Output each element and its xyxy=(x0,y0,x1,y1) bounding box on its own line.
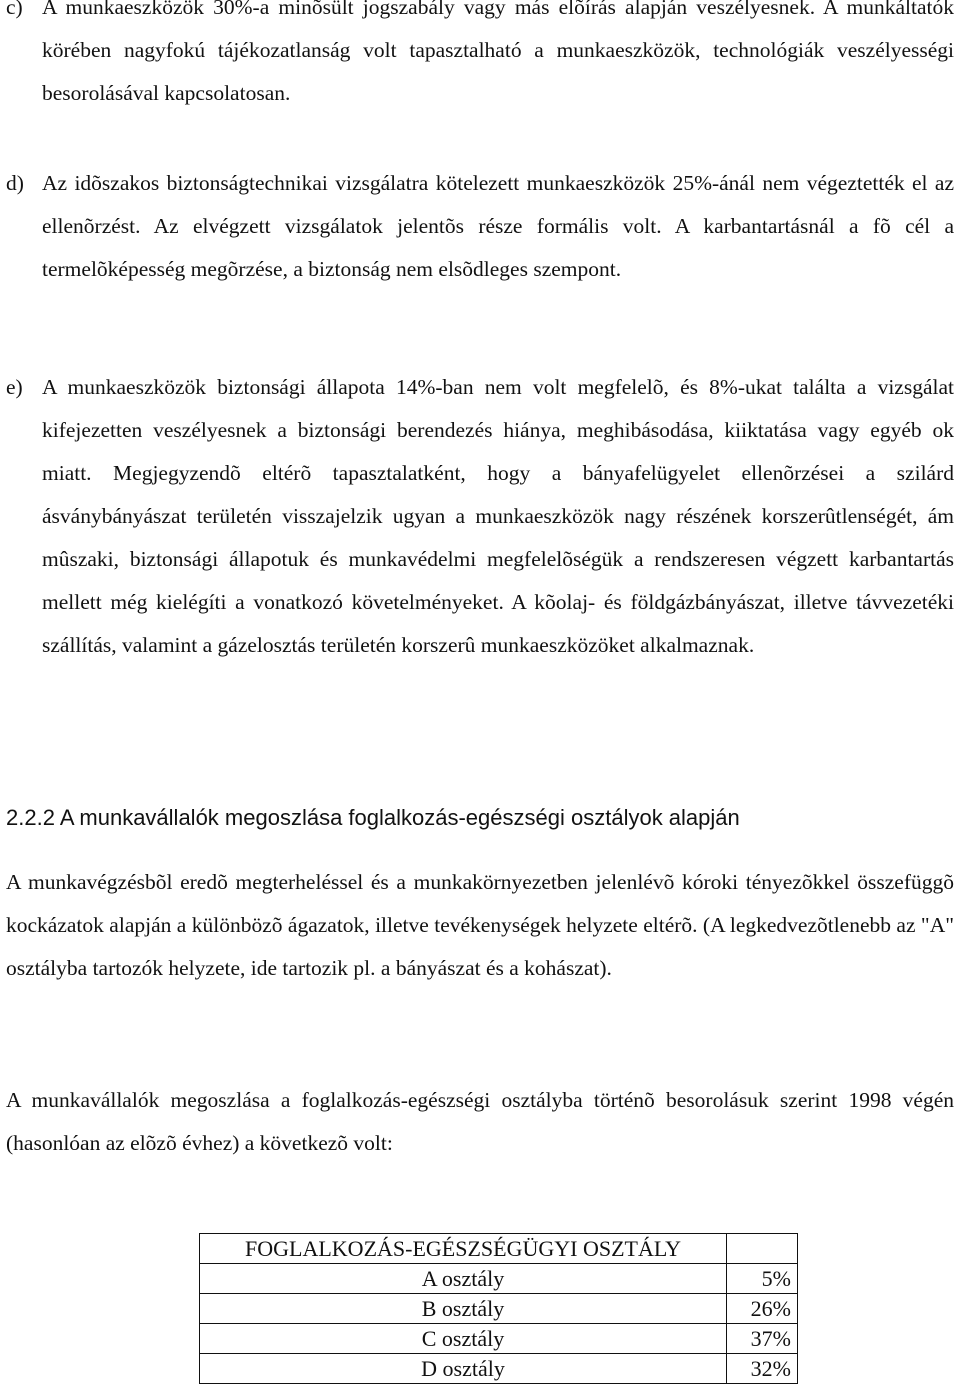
table-cell-class: A osztály xyxy=(200,1264,727,1294)
list-item-text: A munkaeszközök 30%-a minõsült jogszabály vagy más elõírás alapján veszélyesnek. A munkáltatók körében nagyfokú tájékozatlanság volt tapasztalható a munkaeszközök, technológiák veszélyességi besorolásával kapcsolatosan. xyxy=(42,0,954,105)
table-cell-percent: 5% xyxy=(727,1264,798,1294)
table-row xyxy=(200,1324,798,1354)
table-cell-percent: 32% xyxy=(727,1354,798,1384)
table-row xyxy=(200,1354,798,1384)
section-paragraph: A munkavállalók megoszlása a foglalkozás-egészségi osztályba történõ besorolásuk szerint 1998 végén (hasonlóan az elõzõ évhez) a következõ volt: xyxy=(6,1088,954,1155)
section-paragraph: A munkavégzésbõl eredõ megterheléssel és a munkakörnyezetben jelenlévõ kóroki tényezõkkel összefüggõ kockázatok alapján a különbözõ ágazatok, illetve tevékenységek helyzete eltérõ. (A legkedvezõtlenebb az "A" osztályba tartozók helyzete, ide tartozik pl. a bányászat és a kohászat). xyxy=(6,870,954,980)
list-item-marker: e) xyxy=(6,375,23,399)
section-heading: 2.2.2 A munkavállalók megoszlása foglalkozás-egészségi osztályok alapján xyxy=(6,805,740,830)
list-item-text: A munkaeszközök biztonsági állapota 14%-ban nem volt megfelelõ, és 8%-ukat találta a vizsgálat kifejezetten veszélyesnek a biztonsági berendezés hiánya, meghibásodása, kiiktatása vagy egyéb ok miatt. Megjegyzendõ eltérõ tapasztalatként, hogy a bányafelügyelet ellenõrzései a szilárd ásványbányászat területén visszajelzik ugyan a munkaeszközök nagy részének korszerûtlenségét, ám mûszaki, biztonsági állapotuk és munkavédelmi megfelelõségük a rendszeresen végzett karbantartás mellett még kielégíti a vonatkozó követelményeket. A kõolaj- és földgázbányászat, illetve távvezetéki szállítás, valamint a gázelosztás területén korszerû munkaeszközöket alkalmaznak. xyxy=(42,375,954,657)
list-item-marker: c) xyxy=(6,0,23,19)
list-item-marker: d) xyxy=(6,171,24,195)
table-cell-class: B osztály xyxy=(200,1294,727,1324)
list-item-text: Az idõszakos biztonságtechnikai vizsgálatra kötelezett munkaeszközök 25%-ánál nem végeztették el az ellenõrzést. Az elvégzett vizsgálatok jelentõs része formális volt. A karbantartásnál a fõ cél a termelõképesség megõrzése, a biztonság nem elsõdleges szempont. xyxy=(42,171,954,281)
table-header-value xyxy=(727,1234,798,1264)
table-cell-percent: 37% xyxy=(727,1324,798,1354)
classification-table-wrapper xyxy=(199,1233,798,1384)
list-item-e xyxy=(6,366,954,667)
table-cell-class: C osztály xyxy=(200,1324,727,1354)
list-item-d xyxy=(6,162,954,291)
table-row xyxy=(200,1264,798,1294)
table-row xyxy=(200,1294,798,1324)
table-header-label: FOGLALKOZÁS-EGÉSZSÉGÜGYI OSZTÁLY xyxy=(200,1234,727,1264)
classification-table xyxy=(199,1233,798,1384)
list-item-c xyxy=(6,0,954,115)
table-header-row xyxy=(200,1234,798,1264)
table-cell-class: D osztály xyxy=(200,1354,727,1384)
table-cell-percent: 26% xyxy=(727,1294,798,1324)
